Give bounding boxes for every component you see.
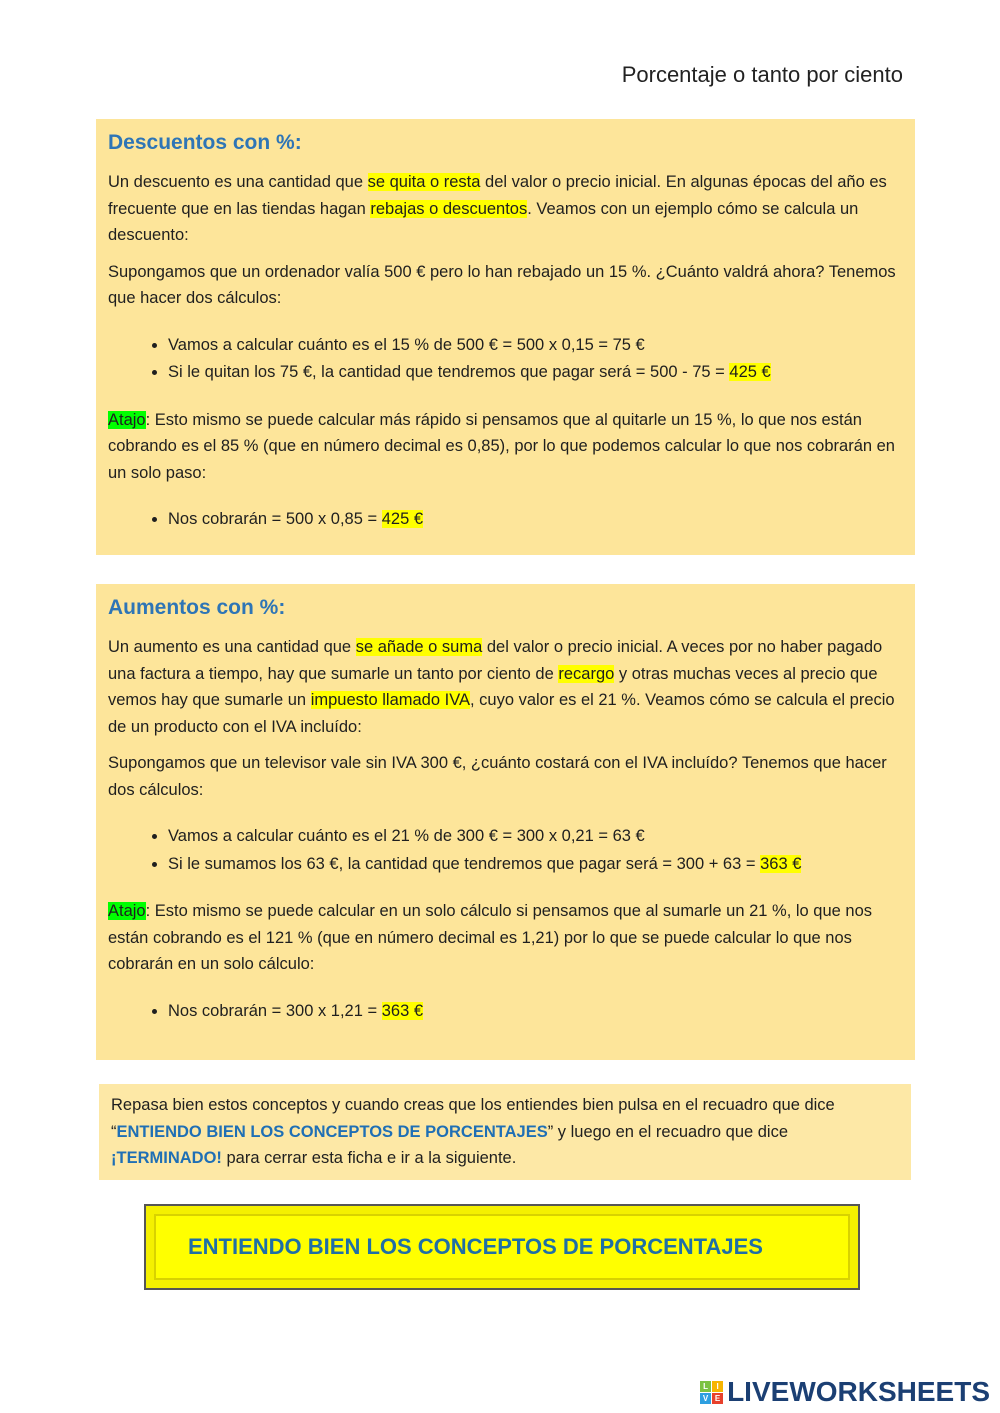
logo-text: LIVEWORKSHEETS xyxy=(727,1376,990,1407)
result-list xyxy=(108,506,903,534)
instructions-text xyxy=(111,1092,899,1172)
intro-paragraph xyxy=(108,634,903,740)
text: Un aumento es una cantidad que xyxy=(108,638,356,656)
button-reference: ENTIENDO BIEN LOS CONCEPTOS DE PORCENTAJES xyxy=(116,1122,548,1141)
highlight: se quita o resta xyxy=(367,173,481,191)
steps-list xyxy=(108,332,903,387)
intro-paragraph xyxy=(108,169,903,249)
text: Un descuento es una cantidad que xyxy=(108,173,368,191)
text: Si le quitan los 75 €, la cantidad que tendremos que pagar será = 500 - 75 = xyxy=(168,363,730,381)
text: Nos cobrarán = 300 x 1,21 = xyxy=(168,1001,382,1020)
text: Si le sumamos los 63 €, la cantidad que tendremos que pagar será = 300 + 63 = xyxy=(168,854,761,873)
highlight: rebajas o descuentos xyxy=(370,199,528,218)
badge-letter: L xyxy=(700,1381,711,1392)
section-heading: Aumentos con %: xyxy=(108,596,286,619)
list-item xyxy=(168,506,903,534)
text: del valor o precio inicial. A veces por no haber pagado una factura a tiempo, hay que sumarle un tanto por ciento de xyxy=(108,638,883,683)
text: . Veamos con un ejemplo cómo se calcula un descuento: xyxy=(108,199,859,244)
text: para cerrar esta ficha e ir a la siguiente. xyxy=(221,1149,517,1167)
shortcut-label: Atajo xyxy=(108,410,146,429)
finish-reference: ¡TERMINADO! xyxy=(111,1149,222,1167)
steps-list xyxy=(108,823,903,878)
text: : Esto mismo se puede calcular en un solo cálculo si pensamos que al sumarle un 21 %, lo que nos están cobrando es el 121 % (que en número decimal es 1,21) por lo que se puede calcular lo que nos cobrarán en un solo cálculo: xyxy=(108,902,873,973)
example-paragraph: Supongamos que un televisor vale sin IVA 300 €, ¿cuánto costará con el IVA incluído? Tenemos que hacer dos cálculos: xyxy=(108,754,887,799)
highlight: recargo xyxy=(558,664,615,683)
descuentos-section xyxy=(96,119,915,555)
understand-concepts-button[interactable]: ENTIENDO BIEN LOS CONCEPTOS DE PORCENTAJES xyxy=(144,1204,860,1290)
highlight: 425 € xyxy=(381,510,424,528)
aumentos-section xyxy=(96,584,915,1060)
badge-letter: I xyxy=(712,1381,723,1392)
text: y otras muchas veces al precio que vemos hay que sumarle un xyxy=(108,664,878,709)
list-item xyxy=(168,851,903,879)
highlight: impuesto llamado IVA xyxy=(310,691,470,709)
list-item xyxy=(168,359,903,387)
result-list xyxy=(108,998,903,1026)
shortcut-paragraph xyxy=(108,898,903,978)
list-item xyxy=(168,998,903,1026)
shortcut-label: Atajo xyxy=(108,902,146,920)
page-title: Porcentaje o tanto por ciento xyxy=(621,62,903,87)
text: Nos cobrarán = 500 x 0,85 = xyxy=(168,510,382,528)
highlight: 363 € xyxy=(381,1001,424,1020)
liveworksheets-logo xyxy=(700,1376,990,1408)
badge-letter: V xyxy=(700,1393,711,1404)
instructions-box xyxy=(99,1084,911,1180)
logo-badge-icon xyxy=(700,1381,723,1404)
highlight: 363 € xyxy=(760,854,802,873)
text: ” y luego en el recuadro que dice xyxy=(547,1122,789,1141)
list-item: • Vamos a calcular cuánto es el 15 % de 500 € = 500 x 0,15 = 75 € xyxy=(168,332,903,360)
section-heading: Descuentos con %: xyxy=(108,131,302,154)
highlight: se añade o suma xyxy=(355,638,483,656)
badge-letter: E xyxy=(712,1393,723,1404)
text: , cuyo valor es el 21 %. Veamos cómo se calcula el precio de un producto con el IVA incluído: xyxy=(108,691,895,736)
example-paragraph: Supongamos que un ordenador valía 500 € pero lo han rebajado un 15 %. ¿Cuánto valdrá ahora? Tenemos que hacer dos cálculos: xyxy=(108,262,896,307)
highlight: 425 € xyxy=(729,363,771,381)
text: : Esto mismo se puede calcular más rápido si pensamos que al quitarle un 15 %, lo que nos están cobrando es el 85 % (que en número decimal es 0,85), por lo que podemos calcular lo que nos cobrarán en un solo paso: xyxy=(108,410,895,482)
list-item: • Vamos a calcular cuánto es el 21 % de 300 € = 300 x 0,21 = 63 € xyxy=(168,823,903,851)
text: del valor o precio inicial. En algunas épocas del año es frecuente que en las tiendas hagan xyxy=(108,173,887,218)
shortcut-paragraph xyxy=(108,407,903,487)
text: Repasa bien estos conceptos y cuando creas que los entiendes bien pulsa en el recuadro que dice “ xyxy=(111,1096,835,1141)
